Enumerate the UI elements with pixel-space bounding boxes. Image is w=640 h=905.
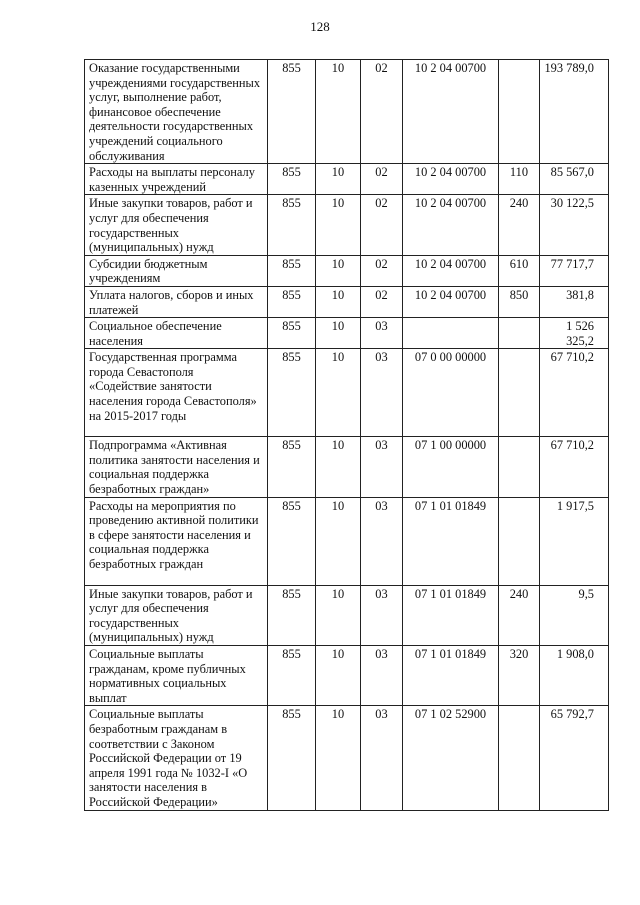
subsection-code: 03 bbox=[361, 706, 403, 810]
row-name: Субсидии бюджетным учреждениям bbox=[85, 255, 268, 286]
row-name: Государственная программа города Севастополя «Содействие занятости населения города Севастополя» на 2015-2017 годы bbox=[85, 349, 268, 437]
expense-type-code: 850 bbox=[499, 286, 540, 317]
section-code: 10 bbox=[316, 286, 361, 317]
page-number: 128 bbox=[310, 19, 330, 34]
target-article-code: 10 2 04 00700 bbox=[403, 195, 499, 255]
subsection-code: 02 bbox=[361, 60, 403, 164]
amount: 193 789,0 bbox=[540, 60, 609, 164]
row-name: Социальные выплаты безработным гражданам в соответствии с Законом Российской Федерации от 19 апреля 1991 года № 1032-I «О занятости населения в Российской Федерации» bbox=[85, 706, 268, 810]
subsection-code: 03 bbox=[361, 318, 403, 349]
amount: 9,5 bbox=[540, 585, 609, 645]
subsection-code: 03 bbox=[361, 646, 403, 706]
amount: 67 710,2 bbox=[540, 437, 609, 497]
section-code: 10 bbox=[316, 706, 361, 810]
expense-type-code bbox=[499, 349, 540, 437]
section-code: 10 bbox=[316, 195, 361, 255]
section-code: 10 bbox=[316, 349, 361, 437]
budget-table bbox=[84, 59, 609, 811]
expense-type-code: 320 bbox=[499, 646, 540, 706]
amount: 381,8 bbox=[540, 286, 609, 317]
ministry-code: 855 bbox=[268, 497, 316, 585]
ministry-code: 855 bbox=[268, 318, 316, 349]
row-name: Социальное обеспечение населения bbox=[85, 318, 268, 349]
ministry-code: 855 bbox=[268, 60, 316, 164]
target-article-code: 07 0 00 00000 bbox=[403, 349, 499, 437]
row-name: Оказание государственными учреждениями государственных услуг, выполнение работ, финансовое обеспечение деятельности государственных учреждений социального обслуживания bbox=[85, 60, 268, 164]
table-row bbox=[85, 706, 609, 810]
table-row bbox=[85, 497, 609, 585]
ministry-code: 855 bbox=[268, 437, 316, 497]
target-article-code: 10 2 04 00700 bbox=[403, 60, 499, 164]
expense-type-code: 240 bbox=[499, 585, 540, 645]
subsection-code: 03 bbox=[361, 437, 403, 497]
expense-type-code bbox=[499, 706, 540, 810]
target-article-code: 10 2 04 00700 bbox=[403, 164, 499, 195]
ministry-code: 855 bbox=[268, 164, 316, 195]
target-article-code: 07 1 02 52900 bbox=[403, 706, 499, 810]
ministry-code: 855 bbox=[268, 646, 316, 706]
row-name: Социальные выплаты гражданам, кроме публичных нормативных социальных выплат bbox=[85, 646, 268, 706]
subsection-code: 02 bbox=[361, 195, 403, 255]
expense-type-code bbox=[499, 437, 540, 497]
section-code: 10 bbox=[316, 60, 361, 164]
row-name: Расходы на выплаты персоналу казенных учреждений bbox=[85, 164, 268, 195]
amount: 85 567,0 bbox=[540, 164, 609, 195]
section-code: 10 bbox=[316, 497, 361, 585]
row-name: Иные закупки товаров, работ и услуг для обеспечения государственных (муниципальных) нужд bbox=[85, 585, 268, 645]
subsection-code: 03 bbox=[361, 349, 403, 437]
section-code: 10 bbox=[316, 318, 361, 349]
ministry-code: 855 bbox=[268, 349, 316, 437]
table-row bbox=[85, 60, 609, 164]
ministry-code: 855 bbox=[268, 706, 316, 810]
target-article-code: 07 1 00 00000 bbox=[403, 437, 499, 497]
budget-table-body bbox=[85, 60, 609, 811]
table-row bbox=[85, 286, 609, 317]
expense-type-code: 110 bbox=[499, 164, 540, 195]
expense-type-code: 240 bbox=[499, 195, 540, 255]
subsection-code: 02 bbox=[361, 164, 403, 195]
subsection-code: 03 bbox=[361, 585, 403, 645]
table-row bbox=[85, 164, 609, 195]
row-name: Расходы на мероприятия по проведению активной политики в сфере занятости населения и социальная поддержка безработных граждан bbox=[85, 497, 268, 585]
amount: 65 792,7 bbox=[540, 706, 609, 810]
section-code: 10 bbox=[316, 164, 361, 195]
ministry-code: 855 bbox=[268, 585, 316, 645]
section-code: 10 bbox=[316, 437, 361, 497]
table-row bbox=[85, 195, 609, 255]
expense-type-code bbox=[499, 318, 540, 349]
row-name: Уплата налогов, сборов и иных платежей bbox=[85, 286, 268, 317]
amount: 30 122,5 bbox=[540, 195, 609, 255]
amount: 67 710,2 bbox=[540, 349, 609, 437]
table-row bbox=[85, 318, 609, 349]
ministry-code: 855 bbox=[268, 195, 316, 255]
target-article-code: 07 1 01 01849 bbox=[403, 585, 499, 645]
ministry-code: 855 bbox=[268, 255, 316, 286]
row-name: Подпрограмма «Активная политика занятости населения и социальная поддержка безработных граждан» bbox=[85, 437, 268, 497]
amount: 1 526 325,2 bbox=[540, 318, 609, 349]
subsection-code: 02 bbox=[361, 286, 403, 317]
table-row bbox=[85, 255, 609, 286]
target-article-code: 10 2 04 00700 bbox=[403, 286, 499, 317]
amount: 1 908,0 bbox=[540, 646, 609, 706]
expense-type-code: 610 bbox=[499, 255, 540, 286]
amount: 77 717,7 bbox=[540, 255, 609, 286]
table-row bbox=[85, 437, 609, 497]
target-article-code: 07 1 01 01849 bbox=[403, 497, 499, 585]
subsection-code: 03 bbox=[361, 497, 403, 585]
target-article-code: 07 1 01 01849 bbox=[403, 646, 499, 706]
amount: 1 917,5 bbox=[540, 497, 609, 585]
table-row bbox=[85, 349, 609, 437]
table-row bbox=[85, 646, 609, 706]
target-article-code: 10 2 04 00700 bbox=[403, 255, 499, 286]
section-code: 10 bbox=[316, 255, 361, 286]
expense-type-code bbox=[499, 60, 540, 164]
row-name: Иные закупки товаров, работ и услуг для обеспечения государственных (муниципальных) нужд bbox=[85, 195, 268, 255]
subsection-code: 02 bbox=[361, 255, 403, 286]
section-code: 10 bbox=[316, 646, 361, 706]
section-code: 10 bbox=[316, 585, 361, 645]
expense-type-code bbox=[499, 497, 540, 585]
target-article-code bbox=[403, 318, 499, 349]
ministry-code: 855 bbox=[268, 286, 316, 317]
table-row bbox=[85, 585, 609, 645]
